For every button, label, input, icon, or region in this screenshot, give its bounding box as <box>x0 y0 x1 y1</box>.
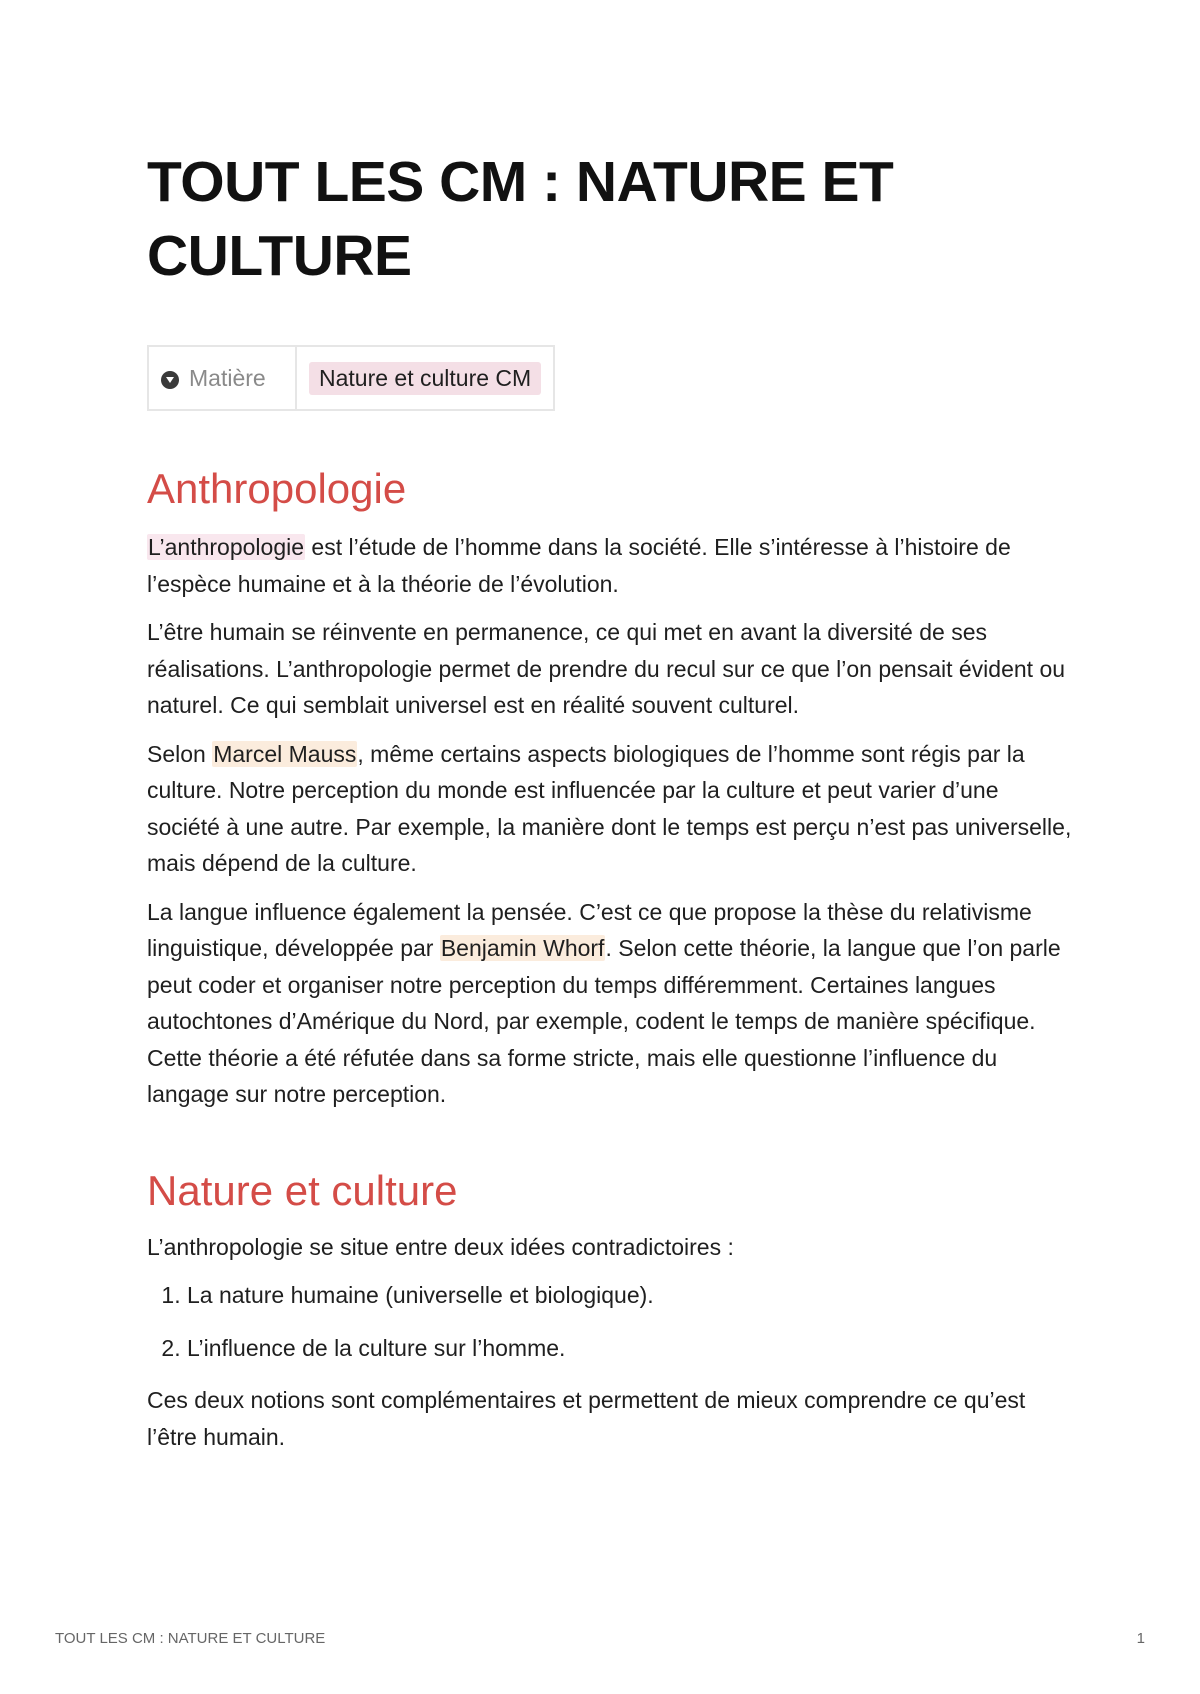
property-value-cell <box>296 346 554 410</box>
page-content <box>147 145 1077 1467</box>
paragraph-text: Selon <box>147 740 213 767</box>
list-item: 2. L’influence de la culture sur l’homme. <box>187 1330 1077 1367</box>
property-name-cell <box>148 346 296 410</box>
list-item: 1. La nature humaine (universelle et biologique). <box>187 1277 1077 1314</box>
paragraph-text: est l’étude de l’homme dans la société. Elle s’intéresse à l’histoire de l’espèce humaine et à la théorie de l’évolution. <box>147 534 1011 597</box>
paragraph-text: . Selon cette théorie, la langue que l’on parle peut coder et organiser notre perception du temps différemment. Certaines langues autochtones d’Amérique du Nord, par exemple, codent le temps de manière spécifique. Cette théorie a été réfutée dans sa forme stricte, mais elle questionne l’influence du langage sur notre perception. <box>147 935 1061 1107</box>
paragraph <box>147 529 1077 602</box>
paragraph-text: , même certains aspects biologiques de l’homme sont régis par la culture. Notre perception du monde est influencée par la culture et peut varier d’une société à une autre. Par exemple, la manière dont le temps est perçu n’est pas universelle, mais dépend de la culture. <box>147 740 1072 876</box>
select-icon <box>161 371 179 389</box>
highlight-name: Marcel Mauss <box>213 740 357 767</box>
numbered-list <box>147 1277 1077 1366</box>
paragraph <box>147 736 1077 882</box>
properties-table <box>147 345 555 411</box>
paragraph: L’être humain se réinvente en permanence, ce qui met en avant la diversité de ses réalisations. L’anthropologie permet de prendre du recul sur ce que l’on pensait évident ou naturel. Ce qui semblait universel est en réalité souvent culturel. <box>147 619 1066 718</box>
property-tag[interactable]: Nature et culture CM <box>309 362 541 395</box>
paragraph: Ces deux notions sont complémentaires et permettent de mieux comprendre ce qu’est l’être humain. <box>147 1387 1026 1450</box>
page-number: 1 <box>1136 1630 1145 1647</box>
paragraph-text: La langue influence également la pensée. C’est ce que propose la thèse du relativisme linguistique, développée par <box>147 898 1032 961</box>
footer-title: TOUT LES CM : NATURE ET CULTURE <box>55 1630 326 1647</box>
highlight-name: Benjamin Whorf <box>440 935 605 961</box>
property-row <box>148 346 554 410</box>
property-name: Matière <box>189 364 266 391</box>
page-title: TOUT LES CM : NATURE ET CULTURE <box>147 150 894 288</box>
paragraph <box>147 894 1077 1113</box>
section-heading-nature-culture: Nature et culture <box>147 1166 458 1214</box>
section-heading-anthropologie: Anthropologie <box>147 465 407 512</box>
highlight-term: L’anthropologie <box>148 534 305 560</box>
paragraph: L’anthropologie se situe entre deux idées contradictoires : <box>147 1233 734 1260</box>
